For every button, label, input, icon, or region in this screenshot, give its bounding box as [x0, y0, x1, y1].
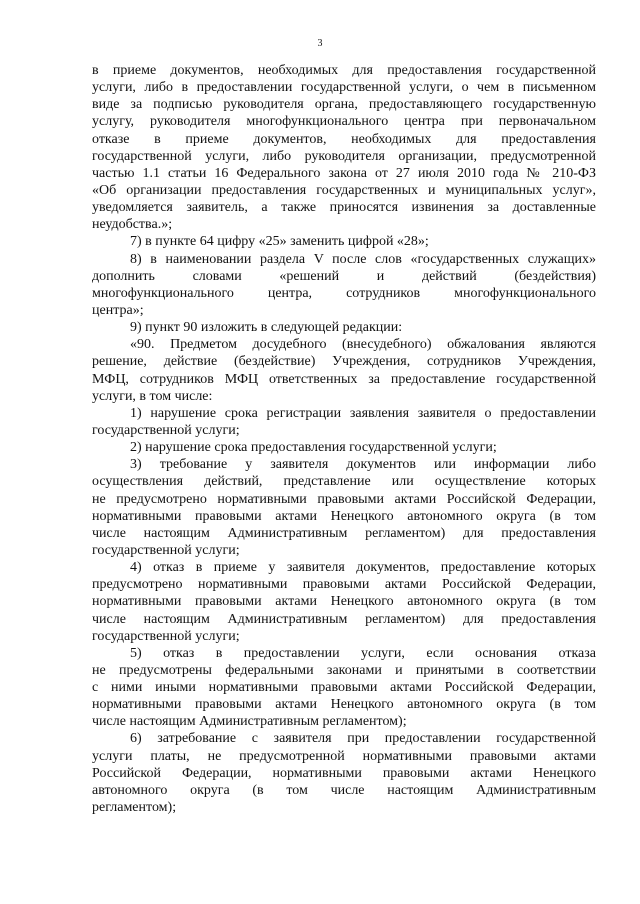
- text-line: государственной услуги, либо руководителя организации, предусмотренной: [92, 148, 596, 164]
- text-line: в приеме документов, необходимых для предоставления государственной: [92, 63, 596, 78]
- text-line: услугу, руководителя многофункционального центра при первоначальном: [92, 114, 596, 130]
- text-line: 6) затребование с заявителя при предоставлении государственной: [130, 731, 596, 747]
- text-line: 9) пункт 90 изложить в следующей редакции:: [130, 320, 403, 336]
- text-line: государственной услуги;: [92, 542, 240, 558]
- text-line: регламентом);: [92, 800, 177, 816]
- text-line: предусмотрено нормативными правовыми актами Российской Федерации,: [92, 577, 596, 593]
- text-line: отказе в приеме документов, необходимых для предоставления: [92, 131, 596, 147]
- text-line: с ними иными нормативными правовыми актами Российской Федерации,: [92, 680, 596, 696]
- text-line: центра»;: [92, 302, 144, 318]
- text-line: 4) отказ в приеме у заявителя документов, предоставление которых: [130, 560, 596, 576]
- text-line: «Об организации предоставления государственных и муниципальных услуг»,: [92, 182, 596, 198]
- text-line: многофункционального центра, сотрудников многофункционального: [92, 285, 596, 301]
- text-line: решение, действие (бездействие) Учреждения, сотрудников Учреждения,: [92, 354, 596, 370]
- text-line: МФЦ, сотрудников МФЦ ответственных за предоставление государственной: [92, 371, 596, 387]
- text-line: услуги, в том числе:: [92, 388, 213, 404]
- text-line: 2) нарушение срока предоставления государственной услуги;: [130, 440, 497, 456]
- text-line: нормативными правовыми актами Ненецкого автономного округа (в том: [92, 594, 596, 610]
- text-line: неудобства.»;: [92, 217, 173, 233]
- text-line: нормативными правовыми актами Ненецкого автономного округа (в том: [92, 697, 596, 713]
- text-line: не предусмотрены федеральными законами и принятыми в соответствии: [92, 662, 596, 678]
- text-line: государственной услуги;: [92, 422, 240, 438]
- text-line: 1) нарушение срока регистрации заявления заявителя о предоставлении: [130, 405, 596, 421]
- text-line: автономного округа (в том числе настоящим Административным: [92, 782, 596, 798]
- text-line: 7) в пункте 64 цифру «25» заменить цифрой «28»;: [130, 234, 429, 250]
- body-text: [92, 62, 596, 816]
- text-line: услуги платы, не предусмотренной нормативными правовыми актами: [92, 748, 596, 764]
- text-line: Российской Федерации, нормативными правовыми актами Ненецкого: [92, 765, 596, 781]
- text-line: не предусмотрено нормативными правовыми актами Российской Федерации,: [92, 491, 596, 507]
- text-line: дополнить словами «решений и действий (бездействия): [92, 268, 596, 284]
- text-line: уведомляется заявитель, а также приносятся извинения за доставленные: [92, 200, 596, 216]
- text-line: 5) отказ в предоставлении услуги, если основания отказа: [130, 645, 596, 661]
- text-line: числе настоящим Административным регламентом);: [92, 714, 407, 730]
- text-line: 8) в наименовании раздела V после слов «государственных служащих»: [130, 251, 596, 267]
- text-line: 3) требование у заявителя документов или информации либо: [130, 457, 596, 473]
- text-line: нормативными правовыми актами Ненецкого автономного округа (в том: [92, 508, 596, 524]
- text-line: «90. Предметом досудебного (внесудебного) обжалования являются: [130, 337, 596, 353]
- text-line: услуги, либо в предоставлении государственной услуги, о чем в письменном: [92, 80, 596, 96]
- text-line: осуществления действий, представление или осуществление которых: [92, 474, 596, 490]
- text-line: частью 1.1 статьи 16 Федерального закона от 27 июля 2010 года № 210-ФЗ: [92, 165, 596, 181]
- text-line: государственной услуги;: [92, 628, 240, 644]
- page-number: 3: [317, 38, 323, 49]
- text-line: виде за подписью руководителя органа, предоставляющего государственную: [92, 97, 596, 113]
- text-line: числе настоящим Административным регламентом) для предоставления: [92, 611, 596, 627]
- text-line: числе настоящим Административным регламентом) для предоставления: [92, 525, 596, 541]
